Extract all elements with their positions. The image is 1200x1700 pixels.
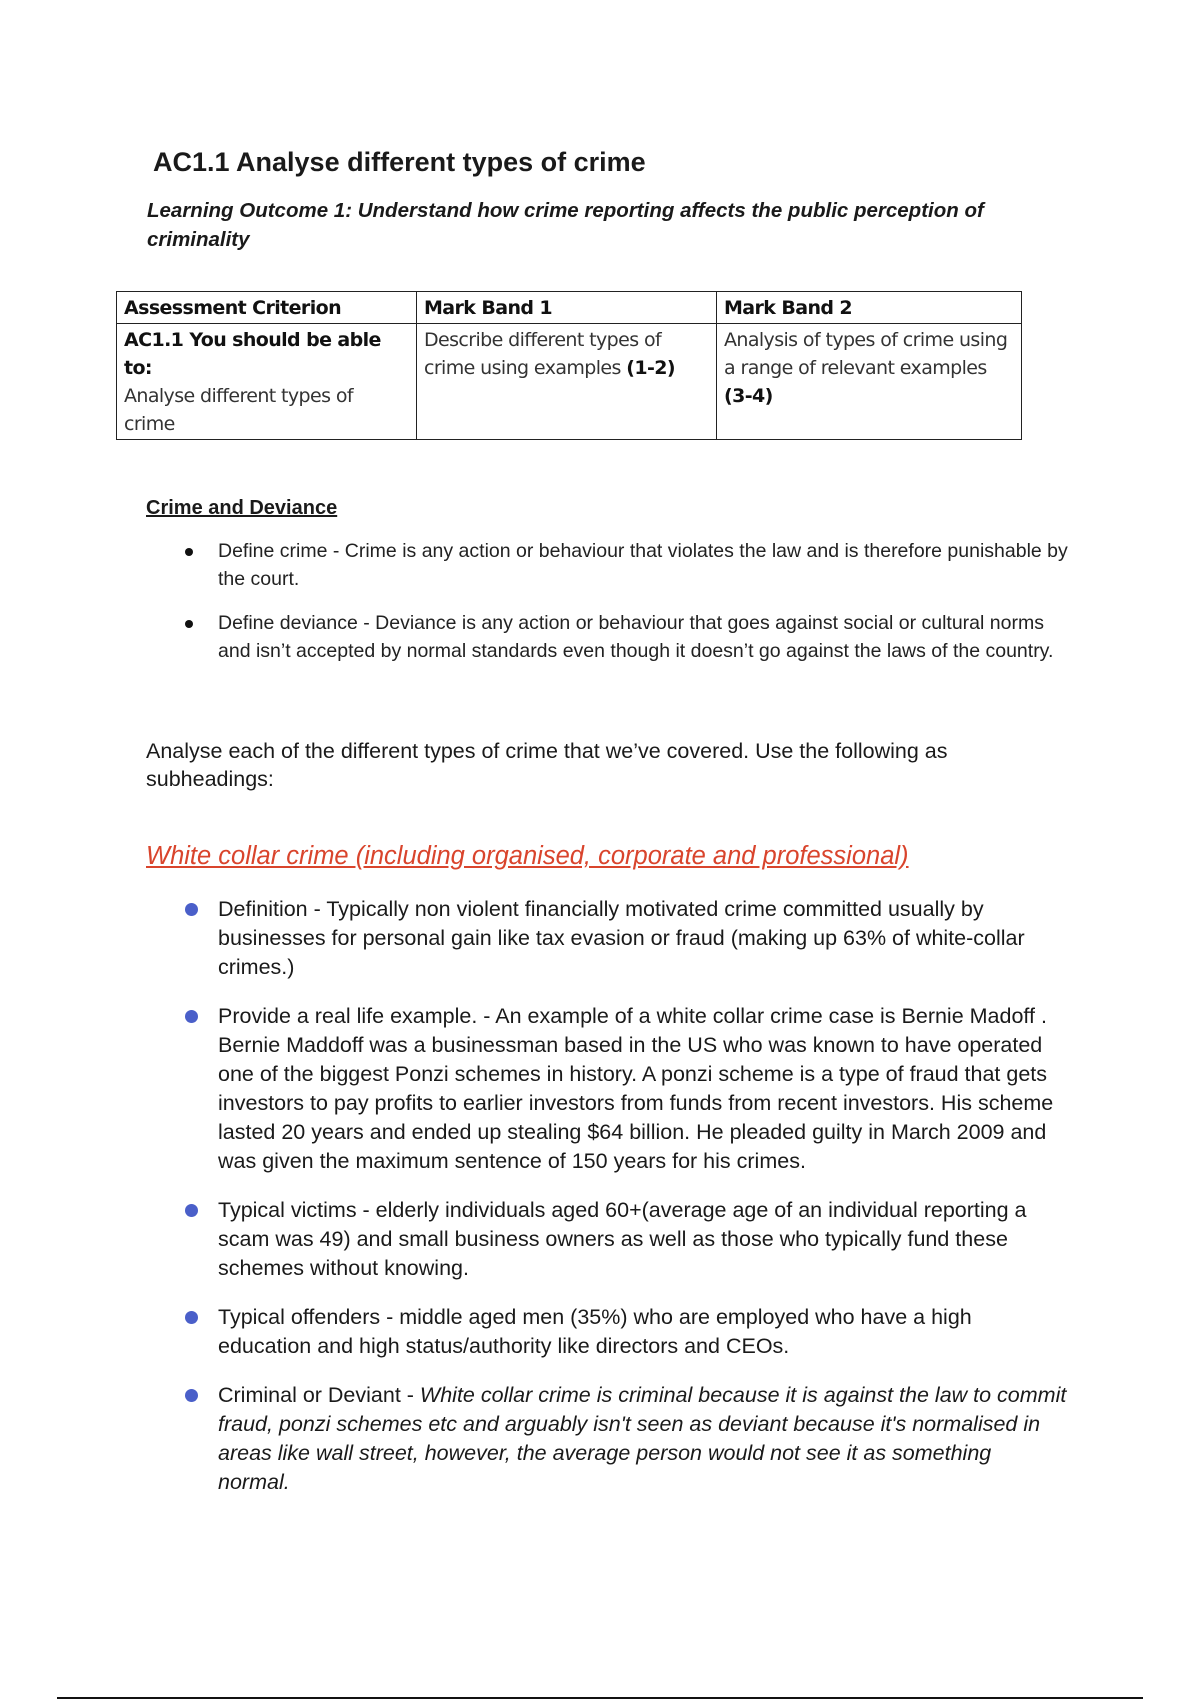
item-text: Define deviance - Deviance is any action or behaviour that goes against social or cultural norms and isn’t accepted by normal standards even though it doesn’t go against the laws of the country.: [218, 612, 1054, 662]
list-item: [218, 1303, 1068, 1361]
item-text: Provide a real life example. - An example of a white collar crime case is Bernie Madoff . Bernie Maddoff was a businessman based in the US who was known to have operated one of the biggest Ponzi schemes in history. A ponzi scheme is a type of fraud that gets investors to pay profits to earlier investors from funds from recent investors. His scheme lasted 20 years and ended up stealing $64 billion. He pleaded guilty in March 2009 and was given the maximum sentence of 150 years for his crimes.: [218, 1004, 1054, 1173]
list-item: [218, 537, 1068, 593]
table-header: Mark Band 2: [717, 292, 1022, 324]
table-header: Mark Band 1: [417, 292, 717, 324]
item-label: Criminal or Deviant -: [218, 1383, 420, 1407]
bullet-icon: [185, 903, 198, 916]
page-title: AC1.1 Analyse different types of crime: [153, 147, 646, 177]
criterion-text: Analyse different types of crime: [124, 385, 353, 435]
table-header-row: [117, 292, 1022, 324]
item-text: White collar crime is criminal because it is against the law to commit fraud, ponzi schemes etc and arguably isn't seen as deviant because it's normalised in areas like wall street, however, the average person would not see it as something normal.: [218, 1383, 1067, 1494]
white-collar-heading: White collar crime (including organised, corporate and professional): [146, 842, 909, 870]
bullet-icon: [185, 620, 193, 628]
table-cell: [417, 324, 717, 440]
crime-deviance-list: [218, 537, 1068, 681]
table-header: Assessment Criterion: [117, 292, 417, 324]
instruction-text: Analyse each of the different types of crime that we’ve covered. Use the following as subheadings:: [146, 739, 948, 791]
criterion-bold: AC1.1 You should be able to:: [124, 329, 381, 379]
list-item: [218, 1381, 1068, 1497]
band2-text: Analysis of types of crime using a range of relevant examples: [724, 329, 1008, 379]
page-divider: [57, 1697, 1143, 1699]
list-item: [218, 1002, 1068, 1176]
bullet-icon: [185, 548, 193, 556]
learning-outcome: Learning Outcome 1: Understand how crime reporting affects the public perception of criminality: [147, 199, 984, 251]
item-text: Define crime - Crime is any action or behaviour that violates the law and is therefore punishable by the court.: [218, 540, 1068, 590]
item-text: Typical offenders - middle aged men (35%) who are employed who have a high education and high status/authority like directors and CEOs.: [218, 1305, 972, 1358]
item-text: Typical victims - elderly individuals aged 60+(average age of an individual reporting a scam was 49) and small business owners as well as those who typically fund these schemes without knowing.: [218, 1198, 1027, 1280]
table-row: [117, 324, 1022, 440]
band1-marks: (1-2): [626, 357, 675, 379]
table-cell: [117, 324, 417, 440]
section-heading: Crime and Deviance: [146, 497, 338, 519]
band2-marks: (3-4): [724, 385, 773, 407]
bullet-icon: [185, 1010, 198, 1023]
list-item: [218, 895, 1068, 982]
bullet-icon: [185, 1204, 198, 1217]
item-text: Definition - Typically non violent financially motivated crime committed usually by businesses for personal gain like tax evasion or fraud (making up 63% of white-collar crimes.): [218, 897, 1025, 979]
bullet-icon: [185, 1311, 198, 1324]
band1-text: Describe different types of crime using examples: [424, 329, 662, 379]
list-item: [218, 1196, 1068, 1283]
table-cell: [717, 324, 1022, 440]
list-item: [218, 609, 1068, 665]
assessment-table: [116, 291, 1022, 440]
white-collar-list: [218, 895, 1068, 1517]
bullet-icon: [185, 1389, 198, 1402]
